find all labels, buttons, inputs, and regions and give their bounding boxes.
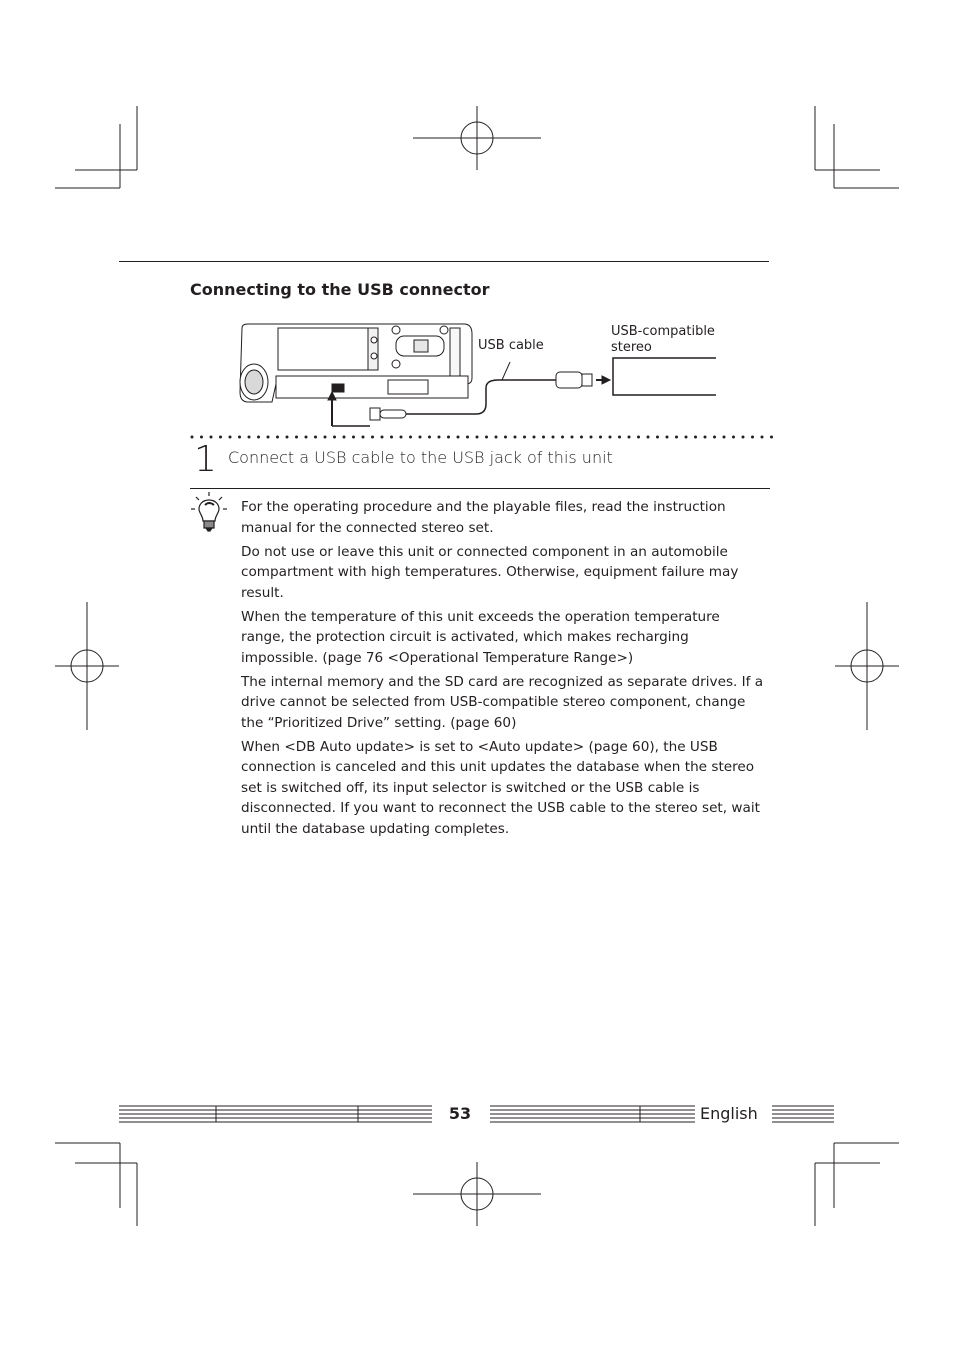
note-item: For the operating procedure and the playable files, read the instruction manual for the connected stereo set. (241, 499, 726, 536)
stereo-label-line2: stereo (611, 340, 652, 355)
note-item: When <DB Auto update> is set to <Auto update> (page 60), the USB connection is canceled and this unit updates the database when the stereo set is switched off, its input selector is switched or the USB cable is disconnected. If you want to reconnect the USB cable to the stereo set, wait until the database updating completes. (241, 738, 760, 837)
note-item: Do not use or leave this unit or connected component in an automobile compartment with high temperatures. Otherwise, equipment failure may result. (241, 543, 739, 601)
stereo-label-line1: USB-compatible (611, 324, 715, 339)
step-instruction: Connect a USB cable to the USB jack of this unit (228, 448, 613, 467)
note-item: When the temperature of this unit exceeds the operation temperature range, the protection circuit is activated, which makes recharging impossible. (page 76 <Operational Temperature Range>) (241, 608, 720, 666)
note-item: The internal memory and the SD card are recognized as separate drives. If a drive cannot be selected from USB-compatible stereo component, change the “Prioritized Drive” setting. (page 60) (241, 673, 764, 731)
usb-cable-label: USB cable (478, 338, 544, 353)
step-number: 1 (194, 439, 217, 480)
section-title: Connecting to the USB connector (190, 280, 490, 299)
page-number: 53 (448, 1104, 472, 1123)
language-label: English (700, 1104, 758, 1123)
